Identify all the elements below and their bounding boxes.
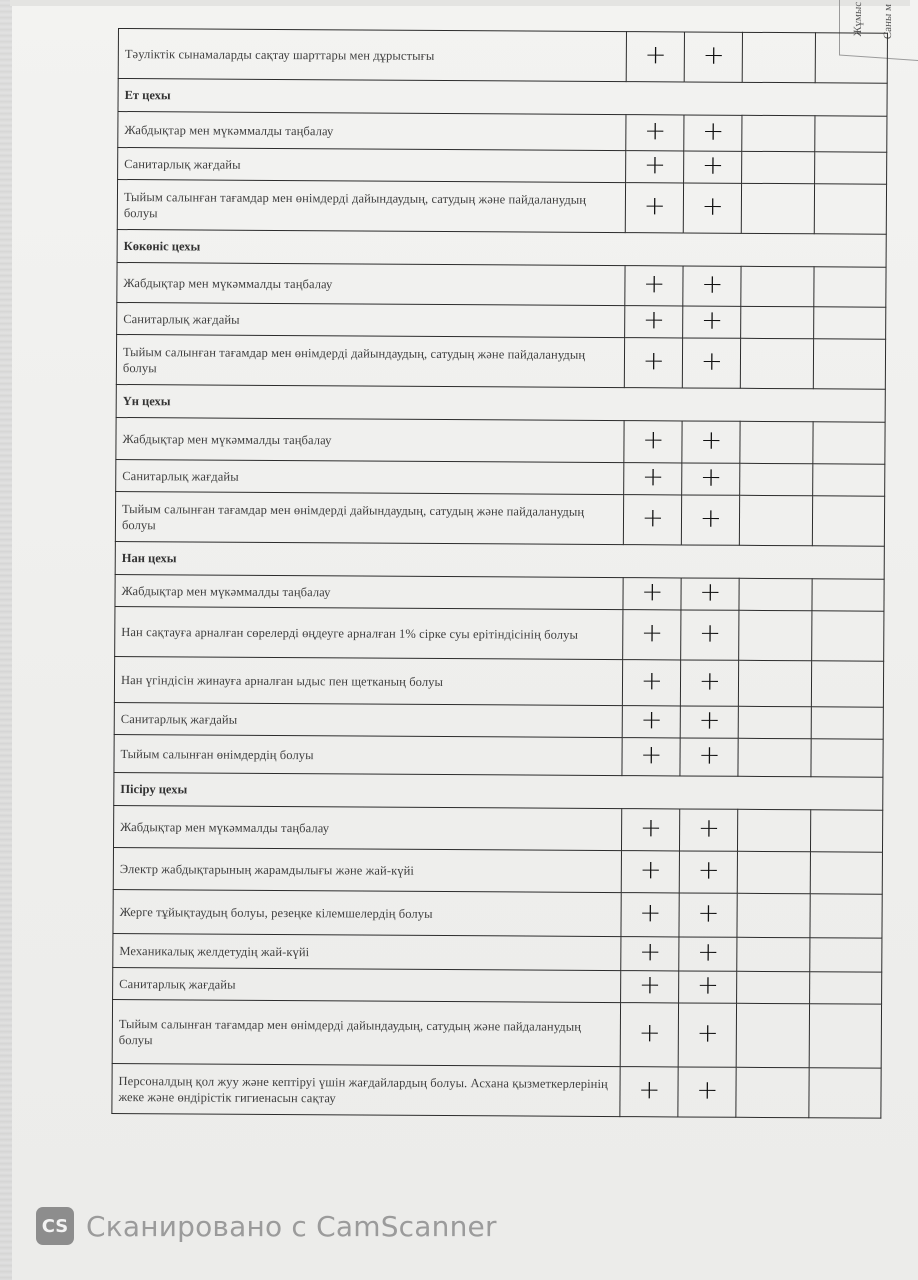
plus-mark: + xyxy=(643,269,666,300)
plus-mark: + xyxy=(697,937,720,968)
empty-cell xyxy=(812,579,885,611)
empty-cell xyxy=(742,115,815,151)
mark-cell xyxy=(681,610,739,660)
mark-cell xyxy=(682,421,740,463)
empty-cell xyxy=(742,183,815,233)
mark-cell xyxy=(623,578,681,610)
table-row xyxy=(112,999,881,1068)
row-label: Жабдықтар мен мүкәммалды таңбалау xyxy=(117,262,625,305)
plus-mark: + xyxy=(698,705,721,736)
mark-cell xyxy=(625,338,683,388)
plus-mark: + xyxy=(697,898,720,929)
mark-cell xyxy=(683,266,741,306)
mark-cell xyxy=(623,610,681,660)
mark-cell xyxy=(622,706,680,738)
row-label: Жабдықтар мен мүкәммалды таңбалау xyxy=(115,574,623,609)
plus-mark: + xyxy=(696,1075,719,1106)
row-label: Электр жабдықтарының жарамдылығы және жай-күйі xyxy=(113,847,621,892)
empty-cell xyxy=(810,810,883,852)
mark-cell xyxy=(626,115,684,151)
plus-mark: + xyxy=(638,1018,661,1049)
table-row xyxy=(114,656,883,707)
empty-cell xyxy=(809,1068,882,1118)
empty-cell xyxy=(743,32,816,82)
plus-mark: + xyxy=(702,150,724,181)
mark-cell xyxy=(680,738,738,776)
mark-cell xyxy=(682,495,740,545)
table-row xyxy=(114,734,883,777)
table-row xyxy=(118,112,887,153)
mark-cell xyxy=(684,32,742,82)
mark-cell xyxy=(620,1003,678,1067)
table-row xyxy=(117,180,886,235)
plus-mark: + xyxy=(697,855,720,886)
empty-cell xyxy=(738,809,811,851)
mark-cell xyxy=(625,266,683,306)
table-row xyxy=(115,491,884,546)
empty-cell xyxy=(742,151,815,183)
plus-mark: + xyxy=(641,503,664,534)
row-label: Жабдықтар мен мүкәммалды таңбалау xyxy=(113,805,621,850)
mark-cell xyxy=(625,306,683,338)
row-label: Тыйым салынған өнімдердің болуы xyxy=(114,734,622,775)
row-label: Тыйым салынған тағамдар мен өнімдерді дайындаудың, сатудың және пайдаланудың болуы xyxy=(117,180,626,233)
row-label: Персоналдың қол жуу және кептіруі үшін жағдайлардың болуы. Асхана қызметкерлерінің жеке және өндірістік гигиенасын сақтау xyxy=(112,1063,621,1116)
empty-cell xyxy=(737,1003,810,1067)
plus-mark: + xyxy=(699,503,722,534)
camscanner-watermark xyxy=(36,1206,497,1246)
empty-cell xyxy=(810,894,883,938)
plus-mark: + xyxy=(696,970,719,1001)
empty-cell xyxy=(741,266,814,306)
plus-mark: + xyxy=(643,305,665,336)
mark-cell xyxy=(681,578,739,610)
section-title: Көкөніс цехы xyxy=(117,229,886,267)
empty-cell xyxy=(737,937,810,971)
table-row xyxy=(113,933,882,972)
plus-mark: + xyxy=(700,346,723,377)
mark-cell xyxy=(679,893,737,937)
plus-mark: + xyxy=(640,666,663,697)
empty-cell xyxy=(813,339,886,389)
plus-mark: + xyxy=(643,150,666,181)
plus-mark: + xyxy=(642,425,665,456)
empty-cell xyxy=(813,307,886,339)
mark-cell xyxy=(622,809,680,851)
row-label: Механикалық желдетудің жай-күйі xyxy=(113,933,621,970)
plus-mark: + xyxy=(638,1075,661,1106)
empty-cell xyxy=(736,1067,809,1117)
mark-cell xyxy=(679,937,737,971)
empty-cell xyxy=(740,463,813,495)
plus-mark: + xyxy=(702,116,725,147)
section-title: Ет цехы xyxy=(118,79,887,117)
page-edge-shadow xyxy=(0,0,12,1280)
row-label: Тәуліктік сынамаларды сақтау шарттары мен дұрыстығы xyxy=(118,29,627,82)
empty-cell xyxy=(740,421,813,463)
plus-mark: + xyxy=(698,740,721,771)
mark-cell xyxy=(626,151,684,183)
table-row xyxy=(114,702,883,739)
empty-cell xyxy=(812,496,885,546)
section-row xyxy=(116,384,885,422)
mark-cell xyxy=(624,463,682,495)
empty-cell xyxy=(810,852,883,894)
plus-mark: + xyxy=(643,191,666,222)
empty-cell xyxy=(741,306,814,338)
mark-cell xyxy=(679,971,737,1003)
mark-cell xyxy=(681,660,739,706)
table-row xyxy=(118,148,887,185)
empty-cell xyxy=(809,938,882,972)
plus-mark: + xyxy=(701,269,724,300)
mark-cell xyxy=(682,463,740,495)
mark-cell xyxy=(684,151,742,183)
plus-mark: + xyxy=(641,577,664,608)
section-title: Нан цехы xyxy=(115,541,884,579)
plus-mark: + xyxy=(697,813,720,844)
table-row xyxy=(117,302,886,339)
mark-cell xyxy=(621,937,679,971)
empty-cell xyxy=(741,338,814,388)
row-label: Жерге тұйықтаудың болуы, резеңке кілемшелердің болуы xyxy=(113,889,622,936)
empty-cell xyxy=(737,971,810,1003)
row-label: Санитарлық жағдайы xyxy=(113,967,621,1002)
row-label: Санитарлық жағдайы xyxy=(118,148,626,183)
empty-cell xyxy=(738,851,811,893)
empty-cell xyxy=(814,184,887,234)
table-row xyxy=(112,1063,881,1118)
section-row xyxy=(114,772,883,810)
mark-cell xyxy=(684,183,742,233)
empty-cell xyxy=(739,660,812,706)
row-label: Жабдықтар мен мүкәммалды таңбалау xyxy=(118,112,626,151)
empty-cell xyxy=(814,116,887,152)
plus-mark: + xyxy=(701,305,724,336)
empty-cell xyxy=(811,739,884,777)
plus-mark: + xyxy=(640,740,663,771)
plus-mark: + xyxy=(698,666,721,697)
mark-cell xyxy=(680,809,738,851)
row-label: Санитарлық жағдайы xyxy=(114,702,622,737)
mark-cell xyxy=(680,851,738,893)
plus-mark: + xyxy=(701,191,724,222)
row-label: Тыйым салынған тағамдар мен өнімдерді дайындаудың, сатудың және пайдаланудың болуы xyxy=(115,491,624,544)
mark-cell xyxy=(621,893,679,937)
plus-mark: + xyxy=(699,618,722,649)
mark-cell xyxy=(680,706,738,738)
empty-cell xyxy=(739,610,812,660)
row-label: Жабдықтар мен мүкәммалды таңбалау xyxy=(116,417,624,462)
mark-cell xyxy=(684,115,742,151)
table-row xyxy=(115,606,884,661)
top-edge xyxy=(10,0,910,6)
empty-cell xyxy=(811,661,884,707)
mark-cell xyxy=(620,1067,678,1117)
empty-cell xyxy=(739,578,812,610)
plus-mark: + xyxy=(644,116,667,147)
table-row xyxy=(117,262,886,307)
table-row xyxy=(118,29,887,84)
section-row xyxy=(117,229,886,267)
mark-cell xyxy=(621,971,679,1003)
empty-cell xyxy=(739,706,812,738)
empty-cell xyxy=(737,893,810,937)
plus-mark: + xyxy=(642,346,665,377)
mark-cell xyxy=(678,1067,736,1117)
plus-mark: + xyxy=(699,577,722,608)
table-row xyxy=(116,417,885,464)
plus-mark: + xyxy=(700,425,723,456)
empty-cell xyxy=(738,738,811,776)
plus-mark: + xyxy=(696,1018,719,1049)
mark-cell xyxy=(683,338,741,388)
section-title: Пісіру цехы xyxy=(114,772,883,810)
plus-mark: + xyxy=(642,462,665,493)
checklist-table xyxy=(111,28,888,1119)
row-label: Тыйым салынған тағамдар мен өнімдерді дайындаудың, сатудың және пайдаланудың болуы xyxy=(116,334,625,387)
row-label: Нан сақтауға арналған сөрелерді өңдеуге арналған 1% сірке суы ерітіндісінің болуы xyxy=(115,606,624,659)
row-label: Тыйым салынған тағамдар мен өнімдерді дайындаудың, сатудың және пайдаланудың болуы xyxy=(112,999,621,1066)
plus-mark: + xyxy=(639,898,662,929)
camscanner-logo-icon: CS xyxy=(36,1207,74,1245)
section-title: Үн цехы xyxy=(116,384,885,422)
table-row xyxy=(116,334,885,389)
empty-cell xyxy=(740,495,813,545)
mark-cell xyxy=(683,306,741,338)
corner-text-1: Жұмыс xyxy=(852,1,864,37)
plus-mark: + xyxy=(641,618,664,649)
plus-mark: + xyxy=(702,40,725,71)
plus-mark: + xyxy=(640,705,663,736)
mark-cell xyxy=(623,660,681,706)
section-row xyxy=(118,79,887,117)
mark-cell xyxy=(626,32,684,82)
plus-mark: + xyxy=(639,855,662,886)
empty-cell xyxy=(815,33,888,83)
section-row xyxy=(115,541,884,579)
empty-cell xyxy=(811,707,884,739)
row-label: Нан үгіндісін жинауға арналған ыдыс пен щетканың болуы xyxy=(114,656,623,705)
empty-cell xyxy=(812,464,885,496)
table-row xyxy=(115,574,884,611)
mark-cell xyxy=(622,738,680,776)
empty-cell xyxy=(809,1004,882,1068)
empty-cell xyxy=(811,611,884,661)
empty-cell xyxy=(813,267,886,307)
row-label: Санитарлық жағдайы xyxy=(117,302,625,337)
corner-text-2: Саны м xyxy=(882,3,894,40)
empty-cell xyxy=(813,422,886,464)
plus-mark: + xyxy=(700,462,723,493)
table-row xyxy=(113,889,882,938)
mark-cell xyxy=(624,421,682,463)
table-row xyxy=(116,459,885,496)
table-row xyxy=(113,847,882,894)
row-label: Санитарлық жағдайы xyxy=(116,459,624,494)
checklist-body xyxy=(112,29,888,1119)
mark-cell xyxy=(678,1003,736,1067)
plus-mark: + xyxy=(644,40,667,71)
table-row xyxy=(113,967,882,1004)
table-row xyxy=(113,805,882,852)
mark-cell xyxy=(624,495,682,545)
mark-cell xyxy=(621,851,679,893)
plus-mark: + xyxy=(638,970,661,1001)
empty-cell xyxy=(814,152,887,184)
watermark-text: Сканировано с CamScanner xyxy=(86,1209,497,1243)
plus-mark: + xyxy=(639,937,662,968)
mark-cell xyxy=(626,183,684,233)
plus-mark: + xyxy=(639,813,662,844)
empty-cell xyxy=(809,972,882,1004)
